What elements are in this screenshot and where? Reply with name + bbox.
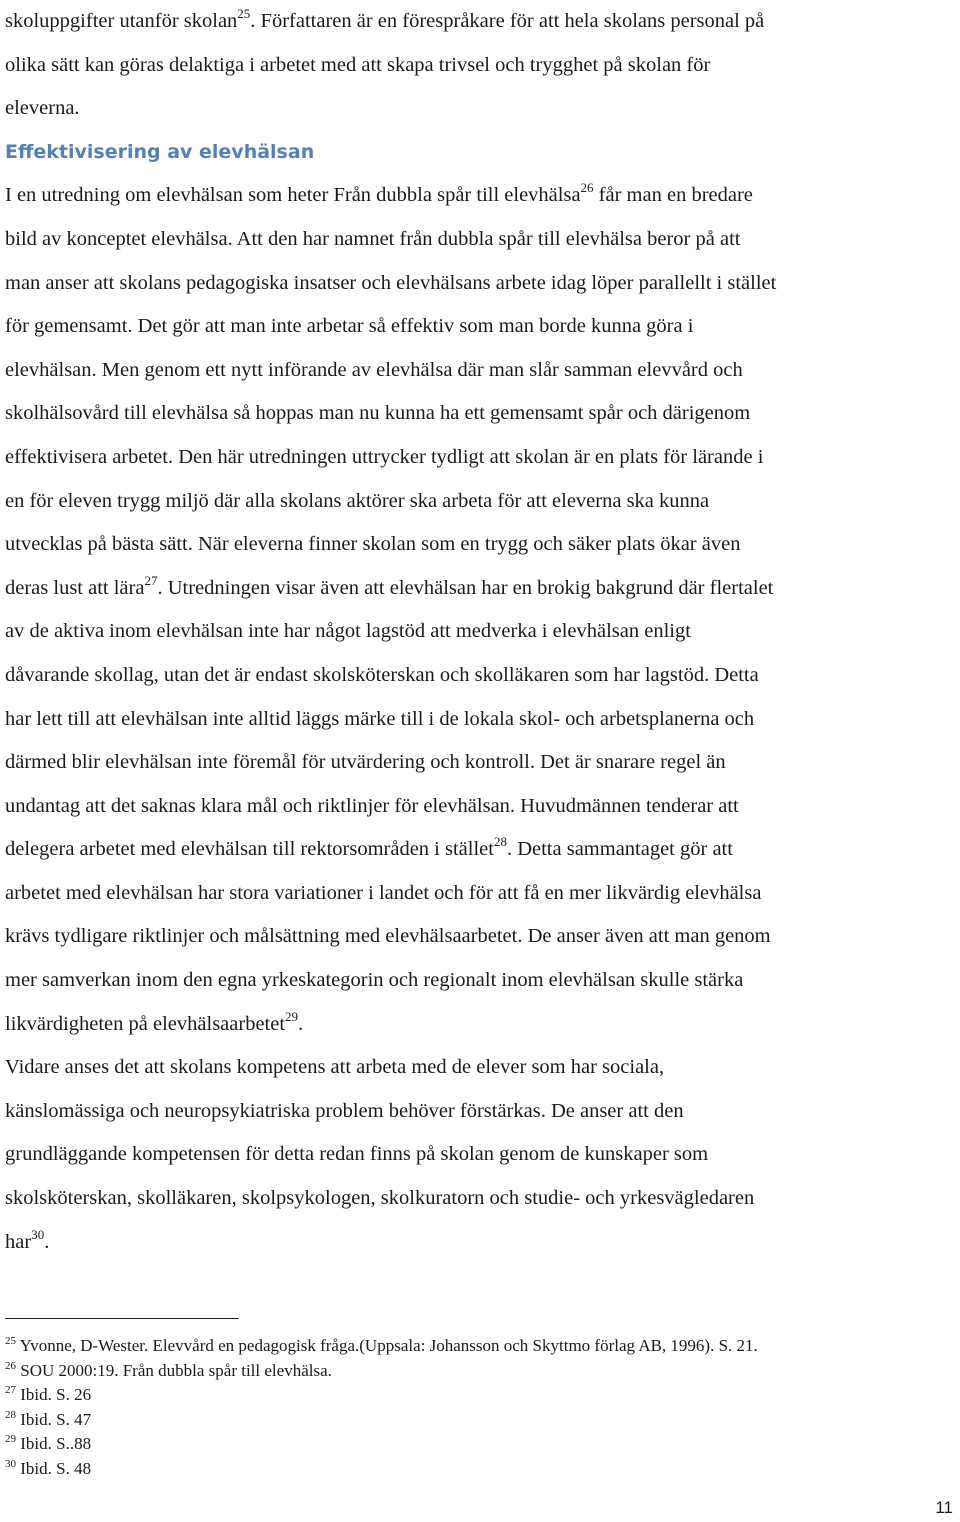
footnote-number: 30 <box>5 1457 16 1470</box>
section-heading: Effektivisering av elevhälsan <box>5 140 315 163</box>
text-line: dåvarande skollag, utan det är endast skolsköterskan och skolläkaren som har lagstöd. Detta <box>5 663 759 686</box>
text-line: skolhälsovård till elevhälsa så hoppas man nu kunna ha ett gemensamt spår och därigenom <box>5 402 751 425</box>
text-line <box>5 0 960 44</box>
text-span: deras lust att lära <box>5 576 145 599</box>
footnote-separator <box>5 1318 239 1319</box>
text-line: olika sätt kan göras delaktiga i arbetet med att skapa trivsel och trygghet på skolan för <box>5 53 711 76</box>
footnote-text: Ibid. S. 26 <box>16 1385 92 1404</box>
footnote-ref: 25 <box>237 6 251 21</box>
footnote <box>5 1457 758 1482</box>
footnote-text: Ibid. S. 48 <box>16 1458 92 1478</box>
footnotes <box>5 1334 758 1481</box>
text-line: skolsköterskan, skolläkaren, skolpsykologen, skolkuratorn och studie- och yrkesvägledaren <box>5 1187 755 1210</box>
text-span: delegera arbetet med elevhälsan till rektorsområden i stället <box>5 838 494 861</box>
text-line: undantag att det saknas klara mål och riktlinjer för elevhälsan. Huvudmännen tenderar att <box>5 794 739 817</box>
footnote-text: Yvonne, D-Wester. Elevvård en pedagogisk fråga.(Uppsala: Johansson och Skyttmo förlag AB, 1996). S. 21. <box>16 1336 758 1355</box>
text-line: har lett till att elevhälsan inte alltid läggs märke till i de lokala skol- och arbetsplanerna och <box>5 707 755 730</box>
footnote-number: 25 <box>5 1335 16 1347</box>
text-line <box>5 567 960 611</box>
footnote-number: 28 <box>5 1408 16 1421</box>
text-span: . <box>298 1012 304 1035</box>
text-span: skoluppgifter utanför skolan <box>5 10 238 32</box>
text-span: . Detta sammantaget gör att <box>506 838 733 861</box>
text-line: bild av konceptet elevhälsa. Att den har namnet från dubbla spår till elevhälsa beror på att <box>5 227 741 250</box>
footnote-number: 29 <box>5 1433 16 1445</box>
text-line <box>5 1003 960 1047</box>
footnote-ref: 28 <box>493 834 507 850</box>
text-line <box>5 828 960 872</box>
footnote-number: 27 <box>5 1384 16 1396</box>
text-line <box>5 1221 960 1265</box>
text-line: man anser att skolans pedagogiska insatser och elevhälsans arbete idag löper parallellt i stället <box>5 271 777 294</box>
footnote-ref: 30 <box>31 1226 45 1242</box>
text-span: I en utredning om elevhälsan som heter Från dubbla spår till elevhälsa <box>5 184 581 207</box>
text-line: en för eleven trygg miljö där alla skolans aktörer ska arbeta för att eleverna ska kunna <box>5 489 710 512</box>
text-line: Vidare anses det att skolans kompetens att arbeta med de elever som har sociala, <box>5 1056 665 1079</box>
text-line <box>5 174 960 218</box>
text-line: arbetet med elevhälsan har stora variationer i landet och för att få en mer likvärdig elevhälsa <box>5 881 762 904</box>
text-span: . <box>44 1230 50 1253</box>
text-line: mer samverkan inom den egna yrkeskategorin och regionalt inom elevhälsan skulle stärka <box>5 969 744 992</box>
text-line: elevhälsan. Men genom ett nytt införande av elevhälsa där man slår samman elevvård och <box>5 358 743 381</box>
text-line: känslomässiga och neuropsykiatriska problem behöver förstärkas. De anser att den <box>5 1099 684 1122</box>
footnote <box>5 1334 758 1359</box>
footnote-number: 26 <box>5 1359 16 1372</box>
footnote-ref: 27 <box>144 572 158 588</box>
document-page <box>5 0 960 1264</box>
text-span: . Författaren är en förespråkare för att hela skolans personal på <box>250 10 765 32</box>
paragraph-3 <box>5 1046 960 1264</box>
text-line: krävs tydligare riktlinjer och målsättning med elevhälsaarbetet. De anser även att man genom <box>5 925 771 948</box>
footnote-text: Ibid. S..88 <box>16 1434 92 1453</box>
footnote-text: Ibid. S. 47 <box>16 1409 92 1429</box>
footnote-text: SOU 2000:19. Från dubbla spår till elevhälsa. <box>16 1360 332 1380</box>
text-span: har <box>5 1230 32 1253</box>
paragraph-2 <box>5 174 960 1046</box>
footnote-ref: 26 <box>580 180 594 196</box>
text-line: av de aktiva inom elevhälsan inte har något lagstöd att medverka i elevhälsan enligt <box>5 620 691 643</box>
text-line: eleverna. <box>5 97 80 120</box>
paragraph-1 <box>5 0 960 131</box>
footnote <box>5 1432 758 1457</box>
text-line: effektivisera arbetet. Den här utredningen uttrycker tydligt att skolan är en plats för lärande i <box>5 445 764 468</box>
text-span: får man en bredare <box>593 184 753 207</box>
footnote <box>5 1359 758 1384</box>
text-line: grundläggande kompetensen för detta redan finns på skolan genom de kunskaper som <box>5 1143 709 1166</box>
text-span: likvärdigheten på elevhälsaarbetet <box>5 1012 286 1035</box>
footnote-ref: 29 <box>285 1008 299 1024</box>
text-line: för gemensamt. Det gör att man inte arbetar så effektiv som man borde kunna göra i <box>5 315 694 338</box>
text-line: utvecklas på bästa sätt. När eleverna finner skolan som en trygg och säker plats ökar även <box>5 533 741 556</box>
text-span: . Utredningen visar även att elevhälsan har en brokig bakgrund där flertalet <box>157 576 774 599</box>
footnote <box>5 1408 758 1433</box>
footnote <box>5 1383 758 1408</box>
page-number: 11 <box>935 1498 953 1517</box>
text-line: därmed blir elevhälsan inte föremål för utvärdering och kontroll. Det är snarare regel än <box>5 751 726 774</box>
